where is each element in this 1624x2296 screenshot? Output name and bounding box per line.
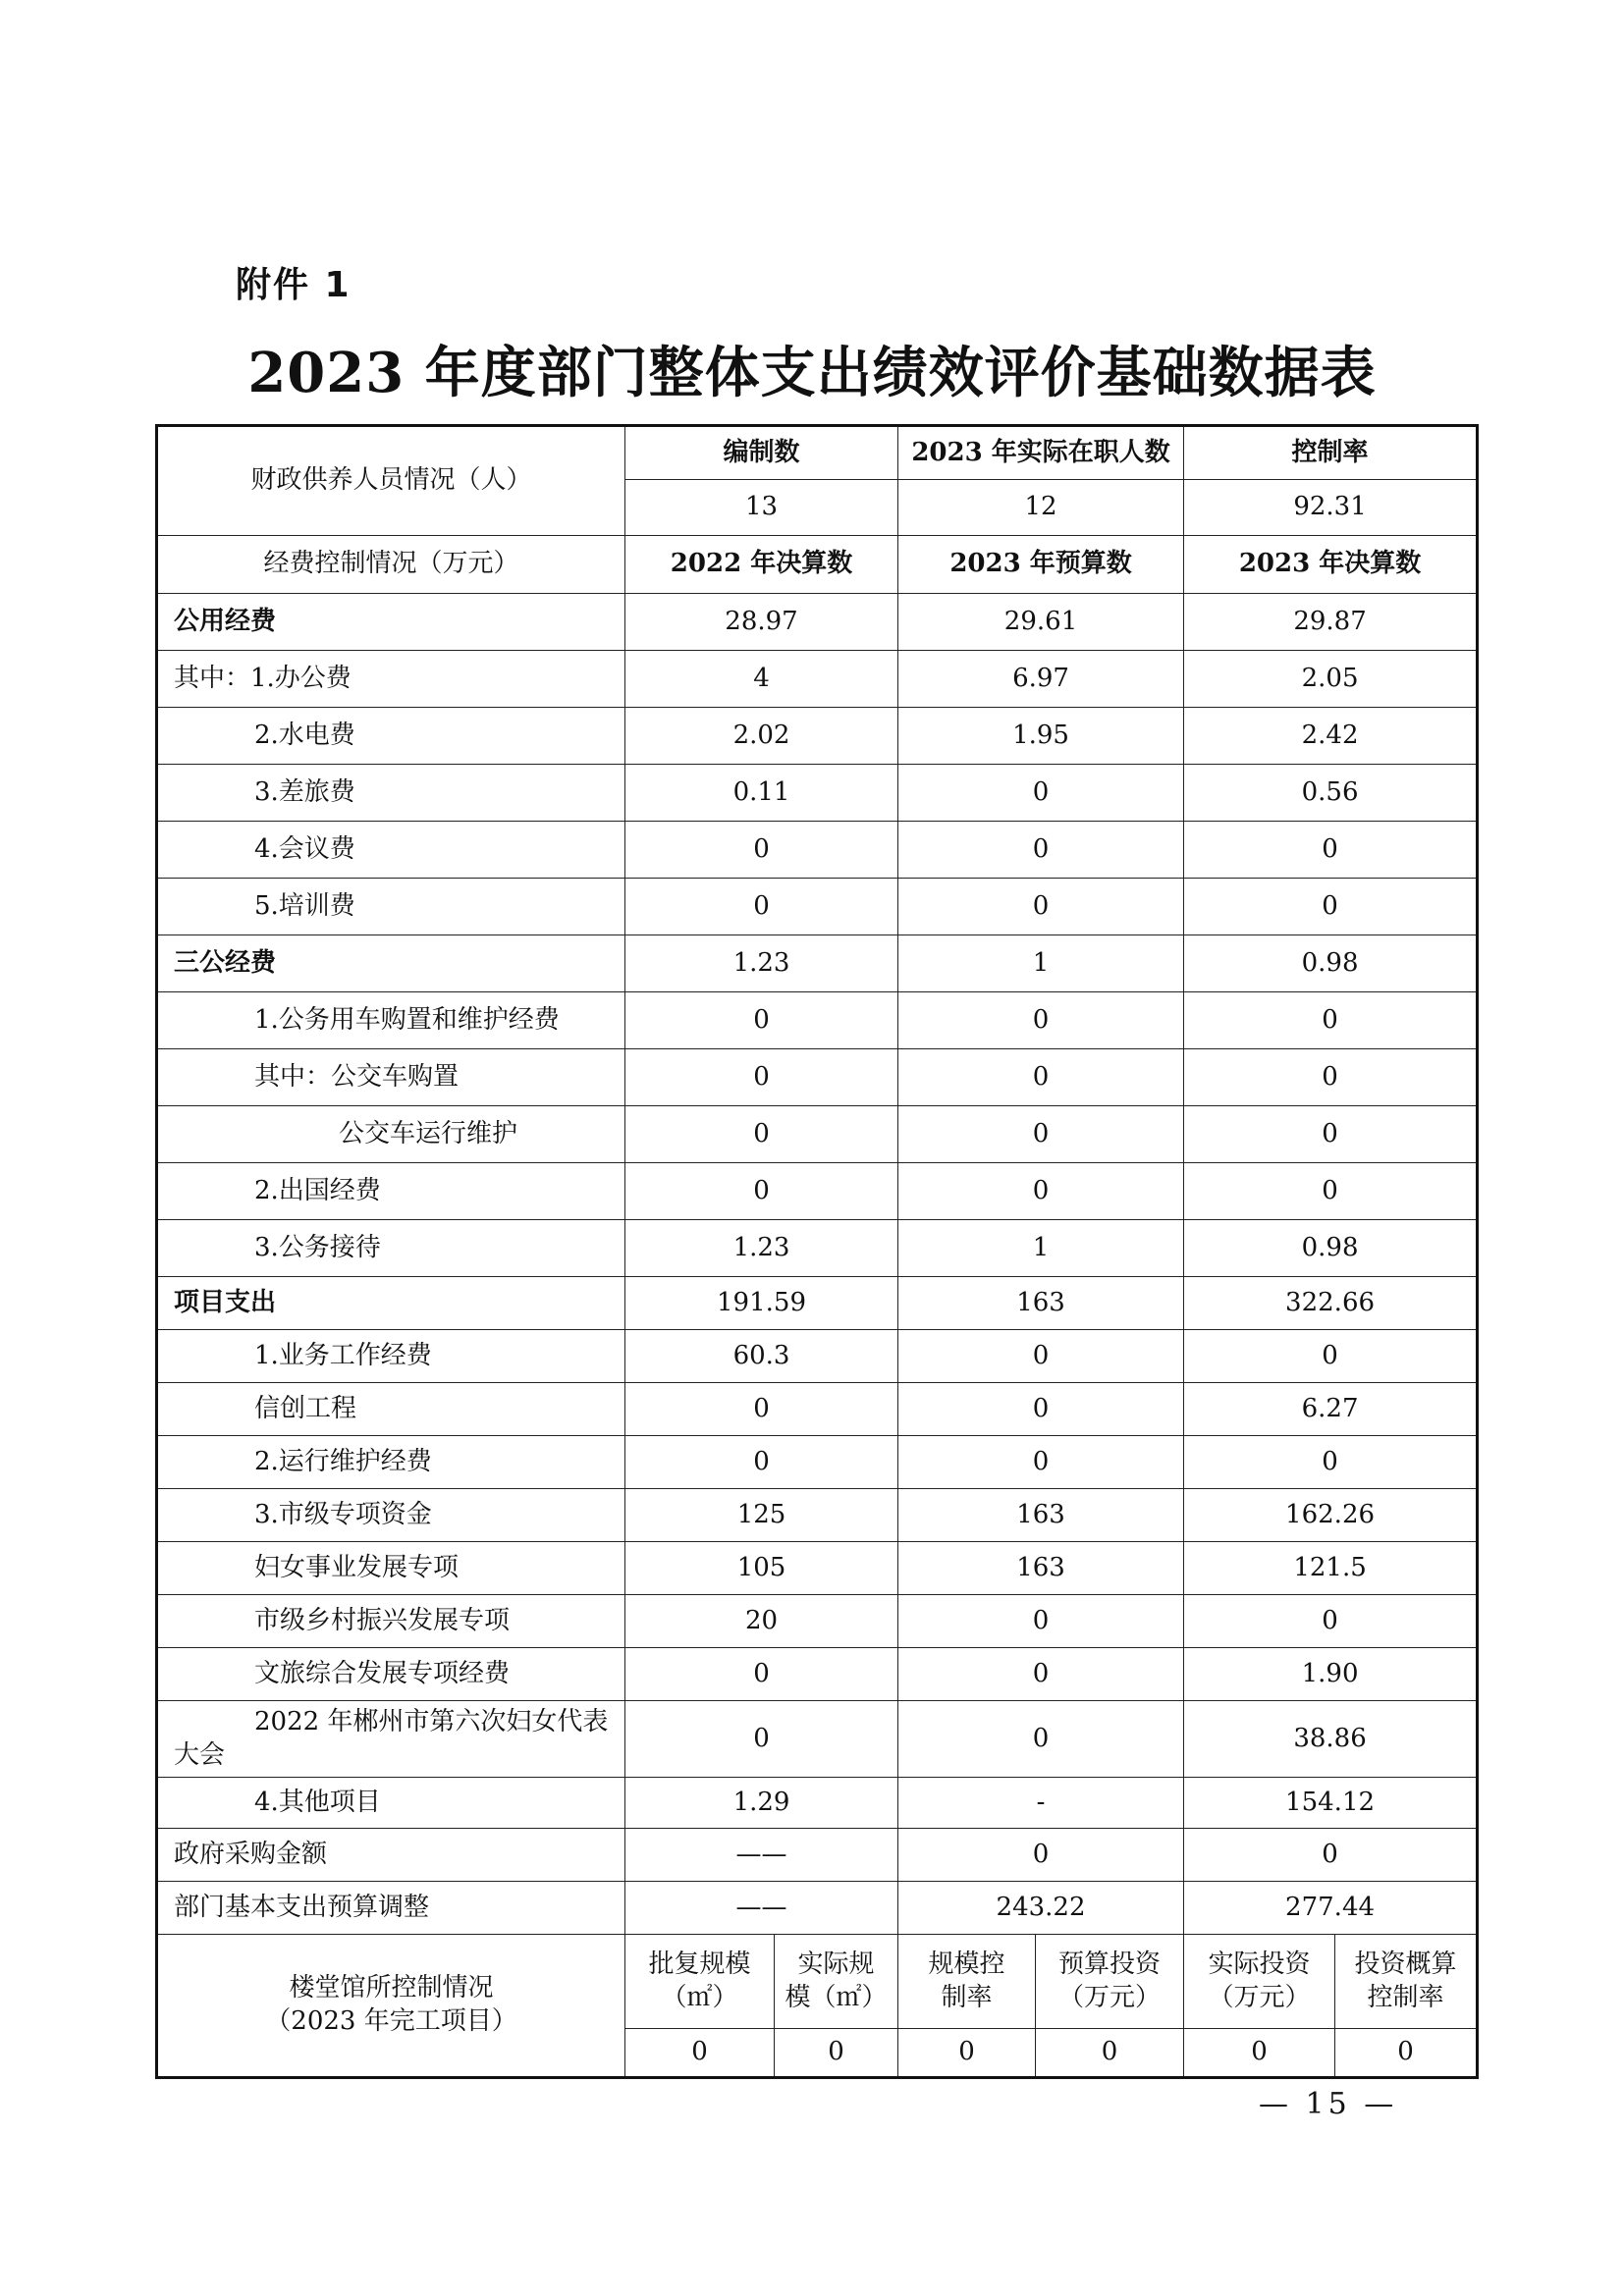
row-value-2023-budget: 163 [898,1277,1184,1330]
row-label: 3.市级专项资金 [157,1489,625,1542]
row-value-2022: 1.23 [625,1220,898,1277]
attachment-label: 附件 1 [236,265,352,305]
row-value-2023-final: 6.27 [1184,1383,1478,1436]
row-label: 妇女事业发展专项 [157,1542,625,1595]
row-value-2023-budget: 1 [898,1220,1184,1277]
performance-data-table [155,424,1479,2079]
row-value-2023-budget: 0 [898,1595,1184,1648]
row-value-2023-budget: 1.95 [898,708,1184,765]
building-label-line1: 楼堂馆所控制情况 [289,1973,494,2003]
row-value-2023-budget: 0 [898,822,1184,879]
row-value-2023-budget: 0 [898,1106,1184,1163]
building-value-approved-scale: 0 [625,2029,775,2078]
row-label: 其中：1.办公费 [157,651,625,708]
table-row [157,1648,1478,1701]
row-label: 3.差旅费 [157,765,625,822]
staff-header-actual: 2023 年实际在职人数 [898,426,1184,480]
table-row [157,1106,1478,1163]
row-value-2023-final: 277.44 [1184,1882,1478,1935]
row-value-2022: 1.29 [625,1778,898,1829]
staff-header-quota: 编制数 [625,426,898,480]
row-value-2023-final: 162.26 [1184,1489,1478,1542]
table-row [157,1829,1478,1882]
table-row [157,1542,1478,1595]
row-value-2022: 0 [625,1436,898,1489]
table-row [157,935,1478,992]
row-value-2022: 125 [625,1489,898,1542]
row-value-2023-budget: - [898,1778,1184,1829]
row-value-2022: 28.97 [625,594,898,651]
row-value-2023-final: 121.5 [1184,1542,1478,1595]
staff-label: 财政供养人员情况（人） [157,426,625,536]
row-label: 项目支出 [157,1277,625,1330]
funds-label: 经费控制情况（万元） [157,536,625,594]
table-row [157,1220,1478,1277]
table-row [157,822,1478,879]
building-header-actual-scale: 实际规 模（㎡） [775,1935,898,2029]
row-value-2023-budget: 6.97 [898,651,1184,708]
row-label: 2.水电费 [157,708,625,765]
row-value-2022: 0 [625,822,898,879]
row-value-2023-budget: 0 [898,1163,1184,1220]
funds-header-2022: 2022 年决算数 [625,536,898,594]
row-value-2023-budget: 0 [898,1648,1184,1701]
row-value-2022: 0 [625,1106,898,1163]
row-label: 部门基本支出预算调整 [157,1882,625,1935]
row-label: 市级乡村振兴发展专项 [157,1595,625,1648]
building-value-investment-control-rate: 0 [1335,2029,1478,2078]
row-value-2022: 0 [625,992,898,1049]
table-row [157,1163,1478,1220]
row-value-2023-final: 0 [1184,1595,1478,1648]
row-label: 2022 年郴州市第六次妇女代表大会 [157,1701,625,1778]
row-value-2022: 60.3 [625,1330,898,1383]
row-value-2022: —— [625,1882,898,1935]
table-row [157,1595,1478,1648]
building-header-actual-investment: 实际投资 （万元） [1184,1935,1335,2029]
row-value-2023-budget: 163 [898,1489,1184,1542]
row-value-2023-budget: 0 [898,765,1184,822]
table-row [157,1330,1478,1383]
table-row [157,708,1478,765]
row-value-2023-final: 0 [1184,1829,1478,1882]
page-number: — 15 — [1259,2087,1398,2121]
staff-value-quota: 13 [625,480,898,536]
row-value-2023-final: 2.42 [1184,708,1478,765]
row-label: 5.培训费 [157,879,625,935]
row-value-2023-final: 1.90 [1184,1648,1478,1701]
row-value-2023-budget: 0 [898,879,1184,935]
row-value-2023-final: 0 [1184,1436,1478,1489]
table-row [157,651,1478,708]
table-row [157,765,1478,822]
row-value-2023-final: 29.87 [1184,594,1478,651]
row-value-2023-budget: 163 [898,1542,1184,1595]
building-value-actual-scale: 0 [775,2029,898,2078]
building-header-scale-control-rate: 规模控 制率 [898,1935,1036,2029]
row-value-2023-budget: 0 [898,1436,1184,1489]
row-value-2023-budget: 0 [898,1701,1184,1778]
row-label: 3.公务接待 [157,1220,625,1277]
table-row [157,1882,1478,1935]
table-row [157,1277,1478,1330]
building-value-scale-control-rate: 0 [898,2029,1036,2078]
row-value-2022: —— [625,1829,898,1882]
row-label: 政府采购金额 [157,1829,625,1882]
table-row [157,992,1478,1049]
row-value-2023-budget: 243.22 [898,1882,1184,1935]
table-row [157,879,1478,935]
table-row [157,1383,1478,1436]
row-value-2023-budget: 0 [898,1829,1184,1882]
funds-header-2023-final: 2023 年决算数 [1184,536,1478,594]
building-value-budget-investment: 0 [1036,2029,1184,2078]
row-value-2023-final: 0.98 [1184,935,1478,992]
row-value-2023-final: 0 [1184,822,1478,879]
row-value-2023-final: 0 [1184,1049,1478,1106]
row-label: 2.运行维护经费 [157,1436,625,1489]
row-value-2023-final: 38.86 [1184,1701,1478,1778]
row-value-2022: 105 [625,1542,898,1595]
table-row [157,1436,1478,1489]
row-value-2023-final: 0 [1184,992,1478,1049]
row-value-2023-budget: 0 [898,992,1184,1049]
table-row [157,594,1478,651]
row-value-2023-budget: 0 [898,1383,1184,1436]
table-row [157,1701,1478,1778]
building-header-budget-investment: 预算投资 （万元） [1036,1935,1184,2029]
row-value-2023-budget: 1 [898,935,1184,992]
row-value-2022: 191.59 [625,1277,898,1330]
building-value-actual-investment: 0 [1184,2029,1335,2078]
row-label: 4.其他项目 [157,1778,625,1829]
row-label: 1.业务工作经费 [157,1330,625,1383]
staff-value-actual: 12 [898,480,1184,536]
building-label-line2: （2023 年完工项目） [265,2006,517,2036]
row-value-2023-final: 0 [1184,879,1478,935]
document-title: 2023 年度部门整体支出绩效评价基础数据表 [247,341,1377,405]
row-value-2022: 0 [625,1648,898,1701]
row-label: 三公经费 [157,935,625,992]
row-value-2023-final: 154.12 [1184,1778,1478,1829]
row-label: 2.出国经费 [157,1163,625,1220]
row-value-2022: 20 [625,1595,898,1648]
row-label: 信创工程 [157,1383,625,1436]
row-value-2022: 0.11 [625,765,898,822]
row-value-2022: 0 [625,1383,898,1436]
table-row [157,1049,1478,1106]
row-value-2022: 0 [625,1049,898,1106]
table-row [157,1778,1478,1829]
staff-value-rate: 92.31 [1184,480,1478,536]
building-header-approved-scale: 批复规模 （㎡） [625,1935,775,2029]
row-value-2023-final: 0 [1184,1163,1478,1220]
row-value-2023-budget: 0 [898,1049,1184,1106]
table-row [157,1489,1478,1542]
row-value-2023-final: 0.98 [1184,1220,1478,1277]
row-value-2023-final: 0 [1184,1330,1478,1383]
row-value-2022: 2.02 [625,708,898,765]
building-label [157,1935,625,2078]
row-value-2023-final: 322.66 [1184,1277,1478,1330]
row-label: 1.公务用车购置和维护经费 [157,992,625,1049]
row-value-2023-budget: 0 [898,1330,1184,1383]
staff-header-rate: 控制率 [1184,426,1478,480]
row-label: 4.会议费 [157,822,625,879]
row-label: 其中：公交车购置 [157,1049,625,1106]
row-label: 文旅综合发展专项经费 [157,1648,625,1701]
row-value-2023-budget: 29.61 [898,594,1184,651]
row-value-2023-final: 0.56 [1184,765,1478,822]
row-label: 公交车运行维护 [157,1106,625,1163]
row-value-2022: 0 [625,1163,898,1220]
row-value-2023-final: 0 [1184,1106,1478,1163]
row-value-2023-final: 2.05 [1184,651,1478,708]
row-value-2022: 4 [625,651,898,708]
building-header-investment-control-rate: 投资概算 控制率 [1335,1935,1478,2029]
row-value-2022: 0 [625,879,898,935]
funds-header-2023-budget: 2023 年预算数 [898,536,1184,594]
row-value-2022: 1.23 [625,935,898,992]
row-value-2022: 0 [625,1701,898,1778]
row-label: 公用经费 [157,594,625,651]
